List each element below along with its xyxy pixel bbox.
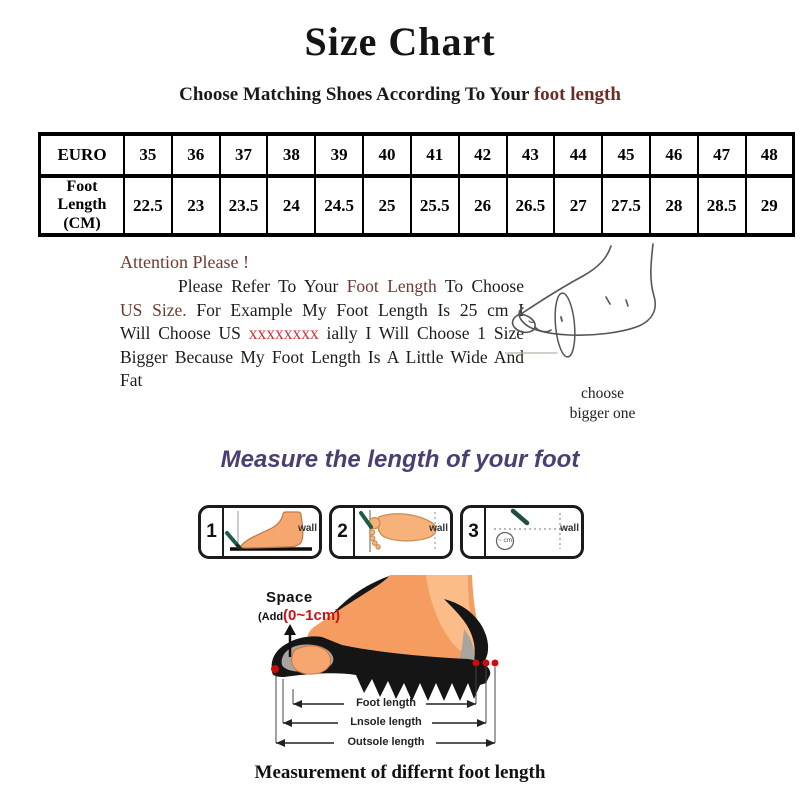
attention-text-segment: For Example My Foot Length Is 25 cm I Will Choose US: [120, 299, 525, 343]
measure-step-panel-1: [198, 505, 322, 559]
size-cell: 43: [507, 134, 555, 176]
size-chart-table: [38, 132, 795, 237]
size-cell: 27: [554, 176, 602, 235]
attention-text-segment: Please Refer To Your: [178, 276, 347, 296]
subtitle: [0, 84, 800, 106]
size-cell: 27.5: [602, 176, 650, 235]
choose-caption-line1: choose: [580, 385, 625, 402]
foot-measurement-figure: [230, 575, 580, 760]
size-cell: 47: [698, 134, 746, 176]
measure-heading: Measure the length of your foot: [220, 446, 580, 473]
size-cell: 46: [650, 134, 698, 176]
add-value: (0~1cm): [283, 607, 341, 624]
space-add-label: [258, 607, 340, 625]
table-row-footlength: [40, 176, 794, 235]
size-cell: 37: [220, 134, 268, 176]
attention-text-segment: US Size.: [120, 299, 187, 320]
measure-step-panel-2: [329, 505, 453, 559]
size-cell: 42: [459, 134, 507, 176]
row-header-footlength: Foot Length (CM): [40, 176, 125, 235]
page-title: Size Chart: [304, 19, 496, 64]
size-cell: 23: [172, 176, 220, 235]
table-row-euro: [40, 134, 794, 176]
attention-block: [120, 252, 524, 393]
foot-sketch-illustration: [505, 240, 680, 375]
choose-bigger-caption: [540, 384, 665, 424]
dimension-label-insole-length: Lnsole length: [350, 716, 422, 728]
size-cell: 44: [554, 134, 602, 176]
step-number: 1: [201, 508, 224, 556]
size-cell: 24.5: [315, 176, 363, 235]
size-cell: 40: [363, 134, 411, 176]
subtitle-highlight: foot length: [533, 84, 621, 105]
size-cell: 29: [746, 176, 794, 235]
attention-text-segment: To Choose: [436, 276, 524, 296]
space-label: Space: [266, 589, 313, 606]
bottom-caption: Measurement of differnt foot length: [254, 762, 546, 783]
attention-heading: Attention Please !: [120, 252, 249, 272]
dimension-label-foot-length: Foot length: [356, 697, 416, 709]
attention-text-segment: ially I Will Choose 1 Size Bigger Because My Foot Length Is A Little Wide And Fat: [120, 323, 524, 390]
attention-text-segment: xxxxxxxx: [248, 323, 319, 343]
foot-sketch-icon: [505, 240, 680, 375]
wall-label: wall: [560, 523, 579, 534]
size-cell: 24: [267, 176, 315, 235]
size-cell: 26: [459, 176, 507, 235]
attention-text-segment: Foot Length: [346, 276, 437, 296]
size-cell: 23.5: [220, 176, 268, 235]
size-cell: 45: [602, 134, 650, 176]
step-number: 2: [332, 508, 355, 556]
size-cell: 41: [411, 134, 459, 176]
step-number: 3: [463, 508, 486, 556]
row-header-euro: EURO: [40, 134, 125, 176]
size-cell: 22.5: [124, 176, 172, 235]
dimension-label-outsole-length: Outsole length: [347, 736, 425, 748]
size-cell: 38: [267, 134, 315, 176]
size-cell: 25: [363, 176, 411, 235]
size-cell: 28.5: [698, 176, 746, 235]
attention-paragraph: [120, 275, 524, 393]
measure-step-panel-3: [460, 505, 584, 559]
size-cell: 39: [315, 134, 363, 176]
wall-label: wall: [298, 523, 317, 534]
add-prefix: (Add: [258, 611, 284, 623]
cm-circle-label: ~ cm: [497, 537, 513, 544]
subtitle-text: Choose Matching Shoes According To Your: [179, 84, 534, 105]
size-cell: 36: [172, 134, 220, 176]
size-cell: 35: [124, 134, 172, 176]
size-cell: 48: [746, 134, 794, 176]
wall-label: wall: [429, 523, 448, 534]
size-cell: 28: [650, 176, 698, 235]
size-cell: 25.5: [411, 176, 459, 235]
choose-caption-line2: bigger one: [569, 405, 636, 422]
size-cell: 26.5: [507, 176, 555, 235]
